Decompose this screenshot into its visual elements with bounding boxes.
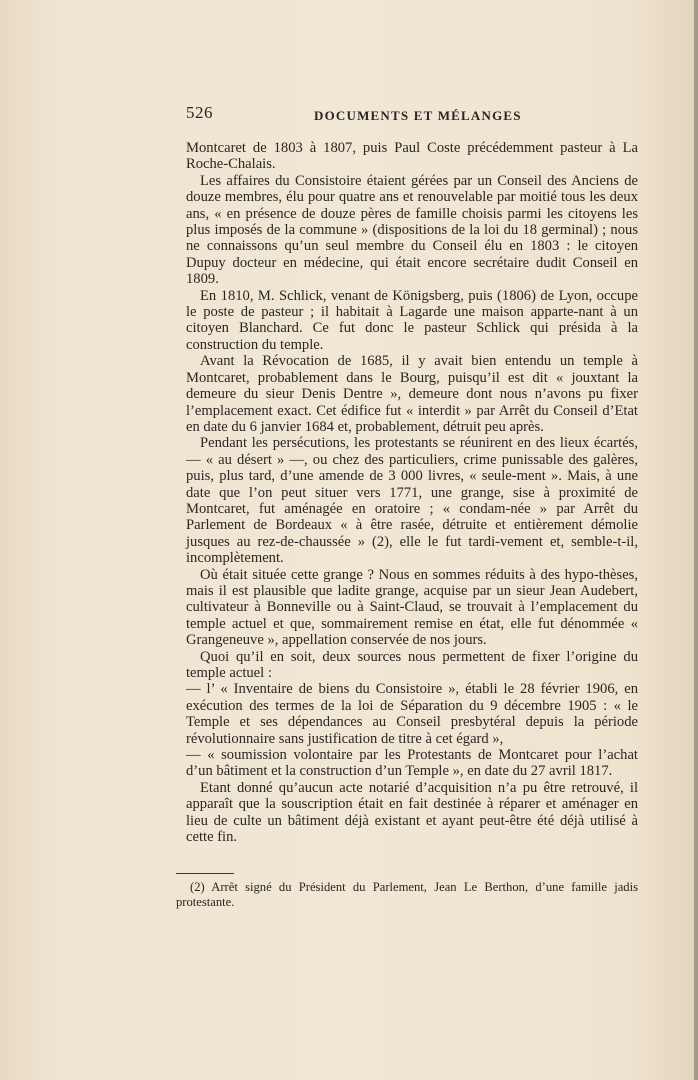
paragraph-2: Les affaires du Consistoire étaient gérées par un Conseil des Anciens de douze membres, élu pour quatre ans et renouvelable par moitié tous les deux ans, « en présence de douze pères de famille choisis parmi les citoyens les plus imposés de la commune » (dispositions de la loi du 18 germinal) ; nous ne connaissons qu’un seul membre du Conseil élu en 1803 : le citoyen Dupuy docteur en médecine, qui était encore secrétaire dudit Conseil en 1809. [186,172,638,288]
running-title: DOCUMENTS ET MÉLANGES [314,108,522,123]
body-text [186,140,638,845]
page-header [186,103,638,127]
paragraph-6: Où était située cette grange ? Nous en sommes réduits à des hypo-thèses, mais il est plausible que ladite grange, acquise par un sieur Jean Audebert, cultivateur à Bonneville ou à Saint-Claud, se trouvait à l’emplacement du temple actuel et que, sommairement remise en état, elle fut dénommée « Grangeneuve », appellation conservée de nos jours. [186,566,638,649]
page-edge-shadow [694,0,698,1080]
footnote-rule [176,873,234,874]
paragraph-7: Quoi qu’il en soit, deux sources nous permettent de fixer l’origine du temple actuel : [186,648,638,681]
list-item-submission: — « soumission volontaire par les Protestants de Montcaret pour l’achat d’un bâtiment et la construction d’un Temple », en date du 27 avril 1817. [186,747,638,780]
page-number: 526 [186,103,213,122]
list-item-inventory: — l’ « Inventaire de biens du Consistoire », établi le 28 février 1906, en exécution des termes de la loi de Séparation du 9 décembre 1905 : « le Temple et ses dépendances au Conseil presbytéral depuis la période révolutionnaire sans justification de titre à cet égard », [186,681,638,747]
paragraph-5: Pendant les persécutions, les protestants se réunirent en des lieux écartés, — « au désert » —, ou chez des particuliers, crime punissable des galères, puis, plus tard, d’une amende de 3 000 livres, « seule-ment ». Mais, à une date que l’on peut situer vers 1771, une grange, sise à proximité de Montcaret, fut aménagée en oratoire ; « condam-née » par Arrêt du Parlement de Bordeaux « à être rasée, détruite et entièrement démolie jusques au rez-de-chaussée » (2), elle le fut tardi-vement et, semble-t-il, incomplètement. [186,435,638,567]
paragraph-1: Montcaret de 1803 à 1807, puis Paul Coste précédemment pasteur à La Roche-Chalais. [186,140,638,173]
footnote: (2) Arrêt signé du Président du Parlement, Jean Le Berthon, d’une famille jadis protestante. [176,880,638,909]
paragraph-conclusion: Etant donné qu’aucun acte notarié d’acquisition n’a pu être retrouvé, il apparaît que la souscription était en fait destinée à réparer et aménager en lieu de culte un bâtiment déjà existant et ayant peut-être été déjà utilisé à cette fin. [186,779,638,846]
paragraph-4: Avant la Révocation de 1685, il y avait bien entendu un temple à Montcaret, probablement dans le Bourg, puisqu’il est dit « jouxtant la demeure du sieur Denis Dentre », demeure dont nous n’avons pu fixer l’emplacement exact. Cet édifice fut « interdit » par Arrêt du Conseil d’Etat en date du 6 janvier 1684 et, probablement, détruit peu après. [186,353,638,435]
paragraph-3: En 1810, M. Schlick, venant de Königsberg, puis (1806) de Lyon, occupe le poste de pasteur ; il habitait à Lagarde une maison apparte-nant à un citoyen Blanchard. Ce fut donc le pasteur Schlick qui présida à la construction du temple. [186,287,638,353]
